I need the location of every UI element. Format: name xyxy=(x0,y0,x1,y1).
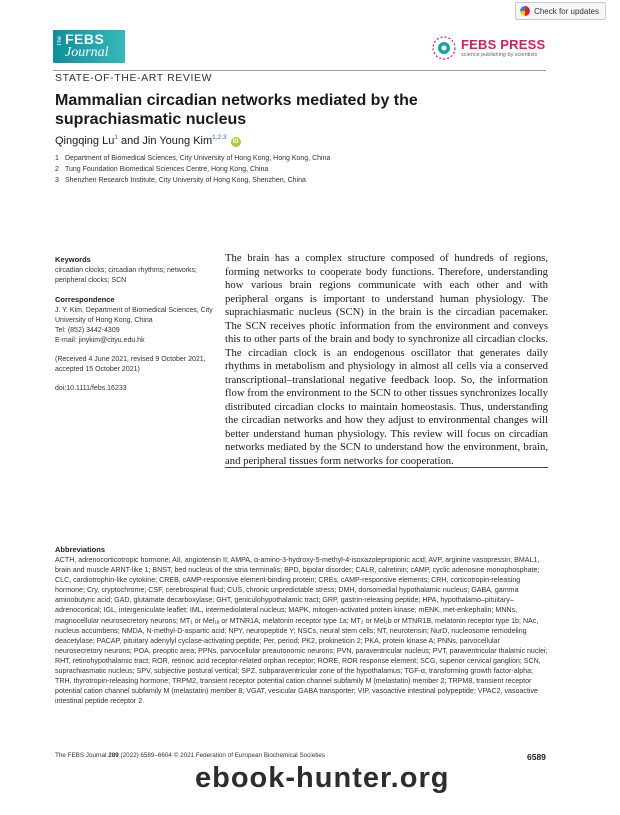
press-name: FEBS PRESS xyxy=(461,36,546,52)
footer-volume: 289 xyxy=(108,752,119,759)
author-name[interactable]: Qingqing Lu xyxy=(55,135,115,147)
author-connector: and xyxy=(117,135,143,147)
logo-febs: FEBS xyxy=(65,31,105,47)
article-title: Mammalian circadian networks mediated by the suprachiasmatic nucleus xyxy=(55,92,418,128)
check-for-updates-button[interactable] xyxy=(515,2,606,20)
affiliation-text: Tung Foundation Biomedical Sciences Centre, Hong Kong, China xyxy=(65,166,269,173)
affiliation-text: Shenzhen Research Institute, City University of Hong Kong, Shenzhen, China xyxy=(65,177,306,184)
article-sidebar xyxy=(55,255,215,394)
journal-logo xyxy=(53,30,125,63)
press-tagline: science publishing by scientists xyxy=(461,51,538,58)
abstract-text: The brain has a complex structure composed of hundreds of regions, forming networks to cooperate body functions. Therefore, understanding how various brain regions communicate with each other and with peripheral organs is important to understand human physiology. The suprachiasmatic nucleus (SCN) in the brain is the circadian pacemaker. The SCN receives photic information from the environment and conveys this to other parts of the brain and body to synchronize all circadian clocks. The circadian clock is an endogenous oscillator that generates daily rhythms in metabolism and physiology in almost all cells via a conserved transcriptional–translational negative feedback loop. So, the information flow from the environment to the SCN to other tissues synchronizes locally distributed circadian clocks to maintain homeostasis. Thus, understanding the circadian networks and how they adjust to environmental changes will better understand human physiology. This review will focus on circadian networks mediated by the SCN to understand how the environment, brain, and peripheral tissues form networks for cooperation. xyxy=(225,252,548,467)
logo-journal: Journal xyxy=(65,45,109,60)
correspondence-name: J. Y. Kim, Department of Biomedical Sciences, City University of Hong Kong, China xyxy=(55,307,213,324)
article-type-label: STATE-OF-THE-ART REVIEW xyxy=(55,72,213,84)
affiliation-number: 2 xyxy=(55,166,59,173)
affiliation-number: 3 xyxy=(55,177,59,184)
affiliation-text: Department of Biomedical Sciences, City University of Hong Kong, Hong Kong, China xyxy=(65,155,331,162)
affiliation-item xyxy=(55,177,306,184)
author-affiliation-ref[interactable]: 1,2,3 xyxy=(212,134,227,141)
doi-link[interactable]: doi:10.1111/febs.16233 xyxy=(55,385,127,392)
correspondence-heading: Correspondence xyxy=(55,295,115,304)
author-name[interactable]: Jin Young Kim xyxy=(142,135,213,147)
correspondence-tel: Tel: (852) 3442-4309 xyxy=(55,327,120,334)
page-number: 6589 xyxy=(527,752,546,762)
footer-journal: The FEBS Journal xyxy=(55,752,107,759)
keywords-text: circadian clocks; circadian rhythms; networks; peripheral clocks; SCN xyxy=(55,267,197,284)
keywords-heading: Keywords xyxy=(55,255,91,264)
article-history: (Received 4 June 2021, revised 9 October 2021, accepted 15 October 2021) xyxy=(55,356,206,373)
footer-citation xyxy=(55,752,325,759)
febs-press-logo xyxy=(432,36,545,60)
crossmark-icon xyxy=(520,6,530,16)
correspondence-email[interactable]: E-mail: jinykim@cityu.edu.hk xyxy=(55,337,145,344)
affiliation-item xyxy=(55,166,268,173)
author-affiliation-ref[interactable]: 1 xyxy=(114,134,118,141)
affiliation-number: 1 xyxy=(55,155,59,162)
orcid-icon[interactable]: iD xyxy=(232,139,239,145)
abbreviations-text: ACTH, adrenocorticotropic hormone; AII, angiotensin II; AMPA, α-amino-3-hydroxy-5-methyl-4-isoxazolepropionic acid; AVP, arginine vasopressin; BMAL1, brain and muscle ARNT-like 1; BNST, bed nucleus of the stria terminalis; BPD, bipolar disorder; CALR, calretinin; cAMP, cyclic adenosine monophosphate; CLC, cardiotrophin-like cytokine; CREB, cAMP-responsive element-binding protein; CREs, cAMP-responsive elements; CRH, corticotropin-releasing hormone; Cry, cryptochrome; CSF, cerebrospinal fluid; CUS, chronic unpredictable stress; DMH, dorsomedial hypothalamic nucleus; GABA, gamma aminobutyric acid; GAD, glutamate decarboxylase; GHT, geniculohypothalamic tract; GRP, gastrin-releasing peptide; HPA, hypothalamo–pituitary–adrenocortical; IGL, intergeniculate leaflet; IML, intermediolateral nucleus; MAPK, mitogen-activated protein kinase; mENK, met-enkephalin; MNNs, magnocellular neurosecretory neurons; MT₁ or Mel₁ₐ or MTNR1A, melatonin receptor type 1a; MT₂ or Mel₁b or MTNR1B, melatonin receptor type 1b; NAc, nucleus accumbens; NMDA, N-methyl-D-aspartic acid; NPY, neuropeptide Y; NSCs, neural stem cells; NT, neurotensin; NurD, nucleosome remodeling deacetylase; PACAP, pituitary adenylyl cyclase-activating peptide; Per, period; PK2, prokineticin 2; PKA, protein kinase A; PNNs, parvocellular neurosecretory neurons; POA, preoptic area; PPNs, parvocellular preautonomic neurons; PVN, paraventricular nucleus; PVT, paraventricular thalamic nuclei; RHT, retinohypothalamic tract; ROR, retinoic acid receptor-related orphan receptor; RORE, ROR response element; SCG, superior cervical ganglion; SCN, suprachiasmatic nucleus; SPV, subjective postural vertical; SPZ, subparaventricular zone of the hypothalamus; TGF-α, transforming growth factor-alpha; TRH, thyrotropin-releasing hormone; TRPM2, transient receptor potential cation channel subfamily M (melastatin) member 2; TRPM8, transient receptor potential cation channel subfamily M (melastatin) member 8; VGAT, vesicular GABA transporter; VIP, vasoactive intestinal polypeptide; VPAC2, vasoactive intestinal peptide receptor 2. xyxy=(55,556,548,706)
header-rule xyxy=(53,70,546,71)
author-list xyxy=(55,135,241,147)
watermark: ebook-hunter.org xyxy=(195,762,450,794)
check-for-updates-label: Check for updates xyxy=(534,6,599,16)
footer-rest: (2022) 6589–6604 © 2021 Federation of European Biochemical Societies xyxy=(120,752,325,759)
abbreviations-heading: Abbreviations xyxy=(55,545,106,554)
affiliation-item xyxy=(55,155,330,162)
logo-the: The xyxy=(57,36,63,47)
febs-press-mark-icon xyxy=(432,36,456,60)
abstract-rule xyxy=(225,467,548,468)
